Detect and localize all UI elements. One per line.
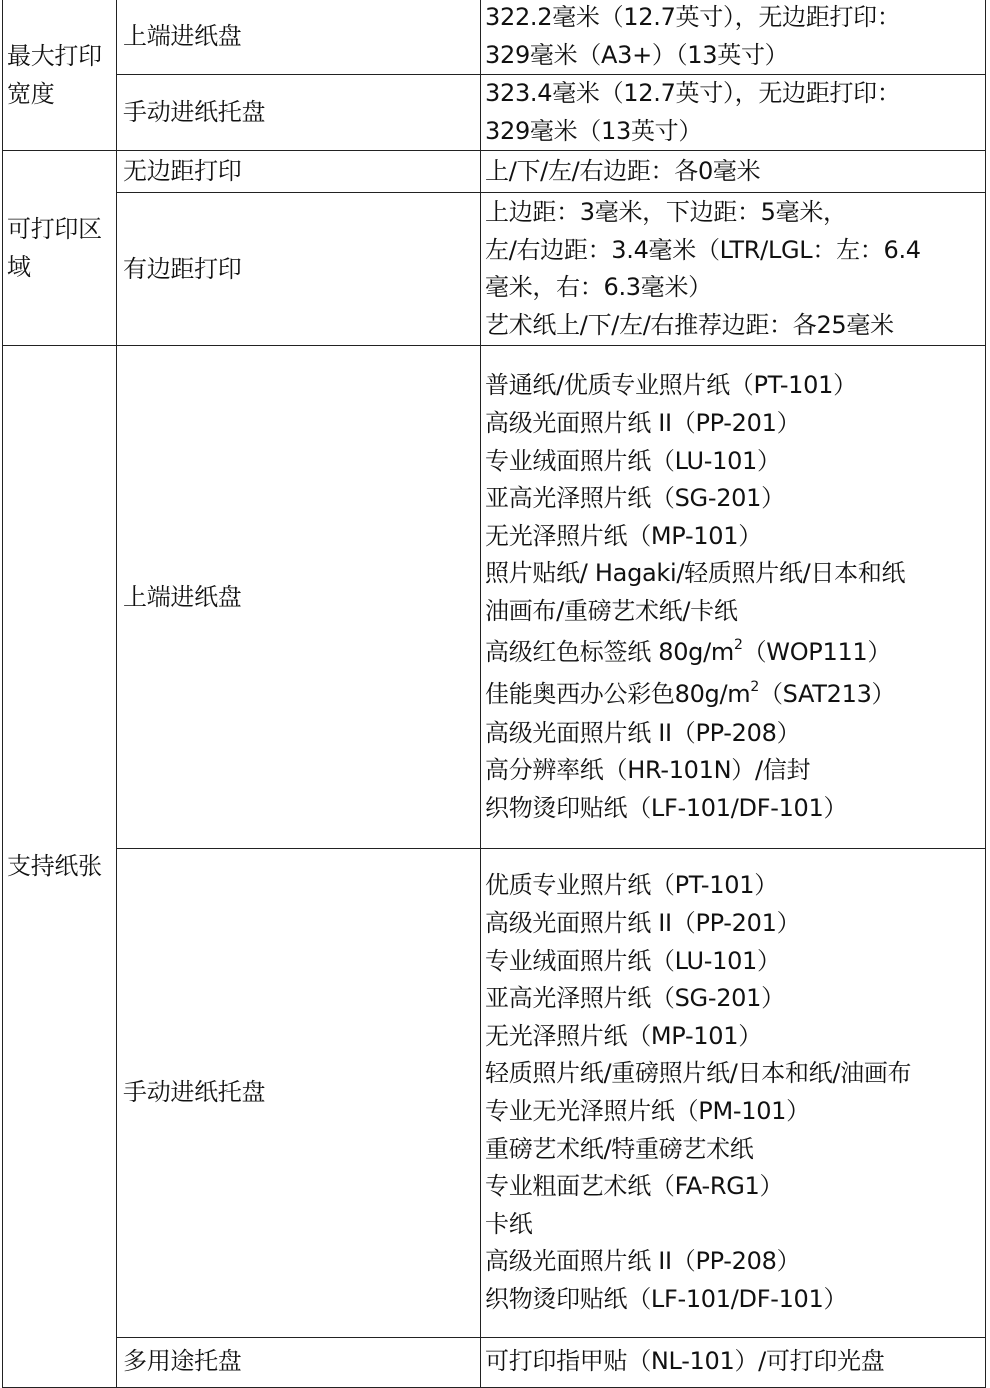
- list-item: 普通纸/优质专业照片纸（PT-101）: [485, 371, 857, 400]
- section-label-max-print-width: 最大打印宽度: [3, 0, 117, 151]
- table-row: [3, 151, 986, 193]
- list-item: 专业绒面照片纸（LU-101）: [485, 446, 781, 475]
- row-value: [481, 193, 986, 346]
- row-value: [481, 151, 986, 193]
- section-label-printable-area: 可打印区域: [3, 151, 117, 346]
- value-line: 329毫米（A3+）（13英寸）: [485, 40, 789, 69]
- list-item: 高级光面照片纸 II（PP-208）: [485, 718, 801, 747]
- list-item: 无光泽照片纸（MP-101）: [485, 1021, 762, 1050]
- row-label-top-tray: 上端进纸盘: [117, 346, 481, 849]
- table-row: [3, 849, 986, 1337]
- table-row: [3, 346, 986, 849]
- spec-table: [2, 0, 986, 1388]
- list-item: 高级光面照片纸 II（PP-201）: [485, 409, 801, 437]
- row-label-multi-tray: 多用途托盘: [117, 1337, 481, 1387]
- list-item: 优质专业照片纸（PT-101）: [485, 871, 778, 900]
- paper-list-top-tray: [481, 346, 986, 849]
- value-line: 322.2毫米（12.7英寸），无边距打印：: [485, 3, 901, 31]
- list-item-text: （SAT213）: [758, 679, 896, 708]
- row-label-top-tray: 上端进纸盘: [117, 0, 481, 75]
- superscript: 2: [750, 678, 759, 695]
- list-item: 无光泽照片纸（MP-101）: [485, 521, 762, 550]
- list-item: 高级光面照片纸 II（PP-208）: [485, 1247, 801, 1276]
- list-item: 轻质照片纸/重磅照片纸/日本和纸/油画布: [485, 1059, 912, 1088]
- list-item-text: 高级红色标签纸 80g/m: [485, 637, 734, 666]
- list-item: 织物烫印贴纸（LF-101/DF-101）: [485, 793, 848, 822]
- list-item: 亚高光泽照片纸（SG-201）: [485, 984, 785, 1013]
- value-line: 可打印指甲贴（NL-101）/可打印光盘: [485, 1347, 885, 1376]
- superscript: 2: [733, 636, 743, 653]
- value-line: 艺术纸上/下/左/右推荐边距：各25毫米: [485, 310, 894, 339]
- row-value: [481, 0, 986, 75]
- table-row: [3, 75, 986, 151]
- value-line: 上/下/左/右边距：各0毫米: [485, 157, 761, 186]
- list-item: 亚高光泽照片纸（SG-201）: [485, 484, 785, 513]
- list-item: [485, 631, 981, 673]
- value-line: 毫米，右：6.3毫米）: [485, 273, 712, 302]
- row-value: [481, 75, 986, 151]
- table-row: [3, 193, 986, 346]
- row-label-manual-tray: 手动进纸托盘: [117, 75, 481, 151]
- list-item: 高级光面照片纸 II（PP-201）: [485, 908, 801, 937]
- list-item: 专业无光泽照片纸（PM-101）: [485, 1096, 810, 1125]
- list-item: 专业绒面照片纸（LU-101）: [485, 946, 781, 975]
- value-line: 323.4毫米（12.7英寸），无边距打印：: [485, 79, 901, 108]
- value-line: 左/右边距：3.4毫米（LTR/LGL：左：6.4: [485, 235, 921, 264]
- list-item: 高分辨率纸（HR-101N）/信封: [485, 756, 811, 785]
- list-item-text: （WOP111）: [742, 637, 892, 666]
- row-label-bordered: 有边距打印: [117, 193, 481, 346]
- value-line: 上边距：3毫米，下边距：5毫米，: [485, 198, 847, 227]
- table-row: [3, 0, 986, 75]
- list-item: 专业粗面艺术纸（FA-RG1）: [485, 1172, 784, 1201]
- list-item: 卡纸: [485, 1209, 533, 1238]
- row-label-manual-tray: 手动进纸托盘: [117, 849, 481, 1337]
- list-item: [485, 673, 981, 715]
- list-item: 照片贴纸/ Hagaki/轻质照片纸/日本和纸: [485, 559, 906, 588]
- paper-list-manual-tray: [481, 849, 986, 1337]
- list-item: 重磅艺术纸/特重磅艺术纸: [485, 1134, 754, 1163]
- row-label-borderless: 无边距打印: [117, 151, 481, 193]
- table-row: [3, 1337, 986, 1387]
- value-line: 329毫米（13英寸）: [485, 116, 703, 145]
- list-item: 油画布/重磅艺术纸/卡纸: [485, 596, 738, 625]
- list-item-text: 佳能奥西办公彩色80g/m: [485, 679, 751, 708]
- section-label-supported-paper: 支持纸张: [3, 346, 117, 1387]
- list-item: 织物烫印贴纸（LF-101/DF-101）: [485, 1284, 848, 1313]
- row-value: [481, 1337, 986, 1387]
